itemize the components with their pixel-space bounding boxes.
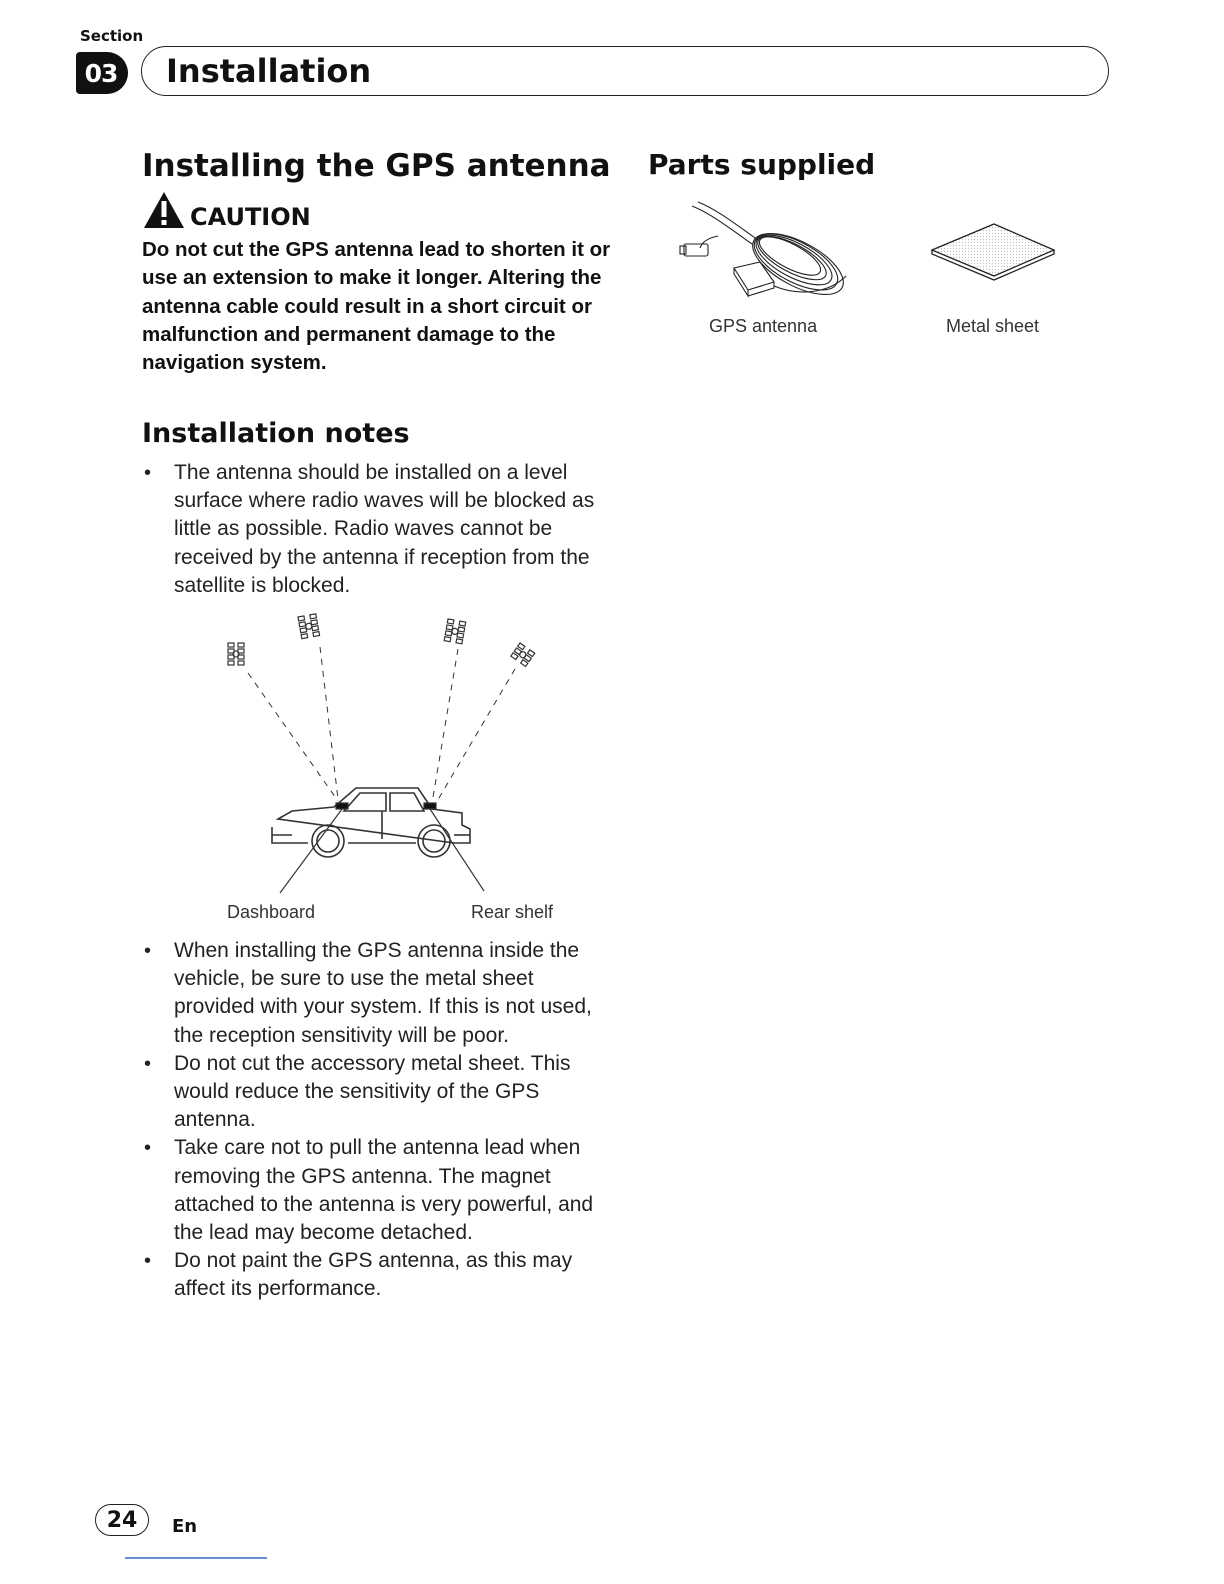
list-item: • Take care not to pull the antenna lead when removing the GPS antenna. The magnet attached to the antenna is very powerful, and the lead may become detached.: [142, 1134, 612, 1247]
metal-sheet-caption: Metal sheet: [946, 316, 1040, 336]
satellite-icon: [511, 643, 535, 666]
list-item: • The antenna should be installed on a level surface where radio waves will be blocked as little as possible. Radio waves cannot be received by the antenna if reception from the satellite is blocked.: [142, 459, 612, 600]
section-label: Section: [80, 27, 144, 45]
caution-label: CAUTION: [190, 203, 311, 231]
gps-antenna-icon: [678, 196, 858, 308]
gps-antenna-caption: GPS antenna: [709, 316, 818, 336]
list-item: • When installing the GPS antenna inside the vehicle, be sure to use the metal sheet provided with your system. If this is not used, the reception sensitivity will be poor.: [142, 937, 612, 1050]
caution-text: Do not cut the GPS antenna lead to shorten it or use an extension to make it longer. Altering the antenna cable could result in a short circuit or malfunction and permanent damage to the navigation system.: [142, 238, 611, 375]
satellite-icon: [298, 614, 320, 639]
section-number-badge: 03: [76, 52, 128, 94]
list-item: • Do not cut the accessory metal sheet. This would reduce the sensitivity of the GPS antenna.: [142, 1050, 612, 1135]
notes-list-rest: [142, 937, 612, 1304]
page-title: Installation: [166, 52, 372, 90]
satellite-reception-diagram: [210, 605, 570, 905]
satellite-icon: [444, 619, 466, 644]
caution-header: [142, 190, 311, 230]
car-icon: [272, 788, 470, 857]
footer-divider: [125, 1557, 267, 1559]
rear-shelf-caption: Rear shelf: [471, 902, 554, 922]
list-item: • Do not paint the GPS antenna, as this may affect its performance.: [142, 1247, 612, 1303]
dashboard-caption: Dashboard: [227, 902, 316, 922]
language-label: En: [172, 1516, 198, 1537]
installation-notes-heading: Installation notes: [142, 418, 410, 449]
metal-sheet-icon: [928, 220, 1058, 282]
warning-triangle-icon: [142, 190, 186, 230]
main-heading: Installing the GPS antenna: [142, 148, 611, 184]
satellite-icon: [228, 643, 244, 665]
parts-supplied-heading: Parts supplied: [648, 148, 876, 181]
notes-list-first: [142, 459, 612, 600]
page-number: 24: [95, 1504, 149, 1536]
